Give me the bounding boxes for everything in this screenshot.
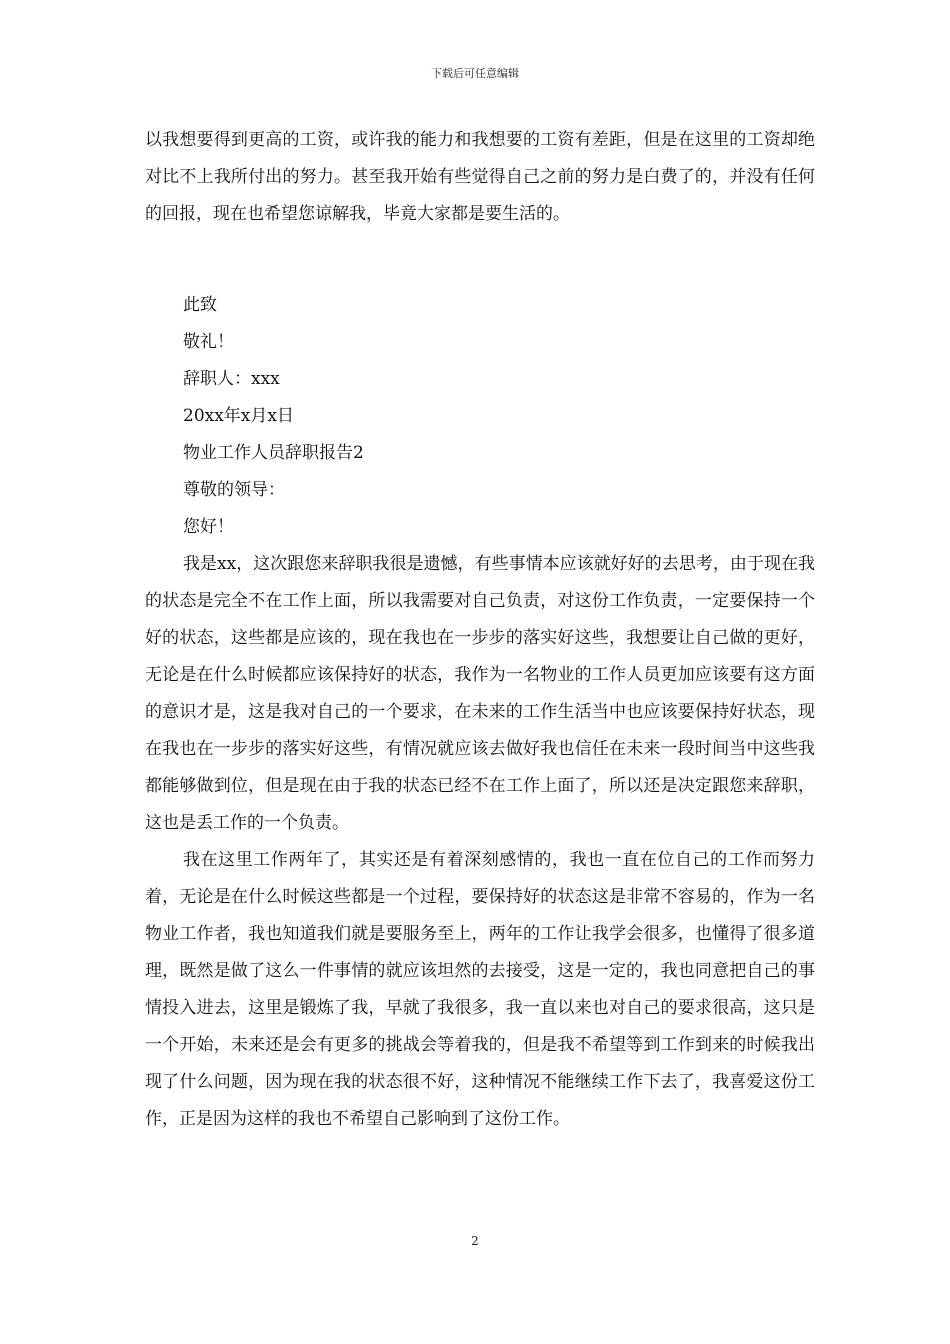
date-line: 20xx年x月x日 xyxy=(183,406,294,426)
document-body xyxy=(145,122,815,1138)
closing-line-1: 此致 xyxy=(183,295,217,315)
closing-line-2: 敬礼！ xyxy=(183,332,234,352)
paragraph-continuation: 以我想要得到更高的工资，或许我的能力和我想要的工资有差距，但是在这里的工资却绝对比不上我所付出的努力。甚至我开始有些觉得自己之前的努力是白费了的，并没有任何的回报，现在也希望您谅解我，毕竟大家都是要生活的。 xyxy=(145,130,815,224)
signer-line: 辞职人：xxx xyxy=(183,369,280,389)
salutation-line: 尊敬的领导： xyxy=(183,480,285,500)
paragraph-2: 我在这里工作两年了，其实还是有着深刻感情的，我也一直在位自己的工作而努力着，无论是在什么时候这些都是一个过程，要保持好的状态这是非常不容易的，作为一名物业工作者，我也知道我们就是要服务至上，两年的工作让我学会很多，也懂得了很多道理，既然是做了这么一件事情的就应该坦然的去接受，这是一定的，我也同意把自己的事情投入进去，这里是锻炼了我，早就了我很多，我一直以来也对自己的要求很高，这只是一个开始，未来还是会有更多的挑战会等着我的，但是我不希望等到工作到来的时候我出现了什么问题，因为现在我的状态很不好，这种情况不能继续工作下去了，我喜爱这份工作，正是因为这样的我也不希望自己影响到了这份工作。 xyxy=(145,850,815,1129)
report-title: 物业工作人员辞职报告2 xyxy=(183,443,364,463)
page-number: 2 xyxy=(471,1234,479,1248)
greeting-line: 您好！ xyxy=(183,517,234,537)
paragraph-gap xyxy=(145,233,815,287)
page-header: 下载后可任意编辑 xyxy=(431,67,519,80)
paragraph-1: 我是xx，这次跟您来辞职我很是遗憾，有些事情本应该就好好的去思考，由于现在我的状态是完全不在工作上面，所以我需要对自己负责，对这份工作负责，一定要保持一个好的状态，这些都是应该的，现在我也在一步步的落实好这些，我想要让自己做的更好，无论是在什么时候都应该保持好的状态，我作为一名物业的工作人员更加应该要有这方面的意识才是，这是我对自己的一个要求，在未来的工作生活当中也应该要保持好状态，现在我也在一步步的落实好这些，有情况就应该去做好我也信任在未来一段时间当中这些我都能够做到位，但是现在由于我的状态已经不在工作上面了，所以还是决定跟您来辞职，这也是丢工作的一个负责。 xyxy=(145,554,815,833)
